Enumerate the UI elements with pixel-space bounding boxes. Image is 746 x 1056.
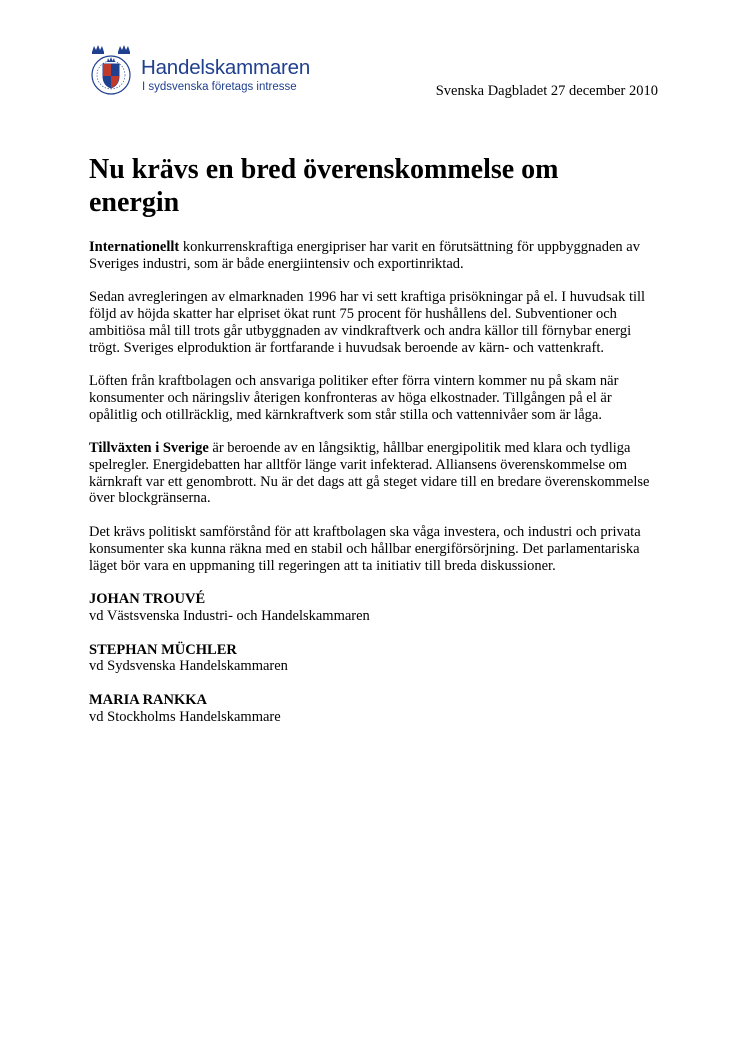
- signature: [89, 642, 661, 675]
- logo-tagline: I sydsvenska företags intresse: [142, 81, 297, 93]
- signature-name: STEPHAN MÜCHLER: [89, 641, 237, 658]
- paragraph-lead: Internationellt: [89, 239, 180, 255]
- paragraph: [89, 440, 661, 507]
- signature: [89, 692, 661, 725]
- paragraph-text: är beroende av en långsiktig, hållbar energipolitik med klara och tydliga spelregler. Energidebatten har alltför länge varit infekterad. Alliansens överenskommelse om kärnkraft var ett genombrott. Nu är det dags att gå steget vidare till en bredare överenskommelse över blockgränserna.: [89, 440, 650, 507]
- signature-name: JOHAN TROUVÉ: [89, 591, 206, 608]
- publication-source: Svenska Dagbladet 27 december 2010: [435, 83, 658, 99]
- paragraph: [89, 524, 661, 574]
- paragraph-text: konkurrenskraftiga energipriser har varit en förutsättning för uppbyggnaden av Sveriges industri, som är både energiintensiv och exportinriktad.: [89, 239, 640, 272]
- signature-title: vd Västsvenska Industri- och Handelskammaren: [89, 607, 370, 624]
- signature-title: vd Stockholms Handelskammare: [89, 708, 281, 725]
- signature-name: MARIA RANKKA: [89, 692, 208, 709]
- paragraph: [89, 239, 661, 272]
- article-headline: Nu krävs en bred överenskommelse om energin: [89, 154, 559, 218]
- logo-name: Handelskammaren: [141, 56, 311, 79]
- paragraph-text: Sedan avregleringen av elmarknaden 1996 har vi sett kraftiga prisökningar på el. I huvudsak till följd av höjda skatter har elpriset ökat runt 75 procent för hushållens del. Subventioner och ambitiösa mål till trots går utbyggnaden av vindkraftverk och andra källor till förnybar energi trögt. Sveriges elproduktion är fortfarande i huvudsak beroende av kärn- och vattenkraft.: [89, 289, 646, 356]
- crown-seal-icon: [86, 42, 136, 98]
- chamber-logo: [86, 42, 346, 102]
- paragraph: [89, 373, 661, 423]
- paragraph: [89, 289, 661, 356]
- paragraph-text: Det krävs politiskt samförstånd för att kraftbolagen ska våga investera, och industri och privata konsumenter ska kunna räkna med en stabil och hållbar energiförsörjning. Det parlamentariska läget bör vara en uppmaning till regeringen att ta initiativ till breda diskussioner.: [89, 524, 641, 574]
- article-body: [89, 239, 661, 742]
- paragraph-text: Löften från kraftbolagen och ansvariga politiker efter förra vintern kommer nu på skam när konsumenter och näringsliv återigen konfronteras av höga elkostnader. Tillgången på el är opålitlig och otillräcklig, med kärnkraftverk som står stilla och vattennivåer som är låga.: [89, 373, 619, 423]
- paragraph-lead: Tillväxten i Sverige: [89, 440, 209, 457]
- signature: [89, 591, 661, 624]
- signature-title: vd Sydsvenska Handelskammaren: [89, 658, 288, 675]
